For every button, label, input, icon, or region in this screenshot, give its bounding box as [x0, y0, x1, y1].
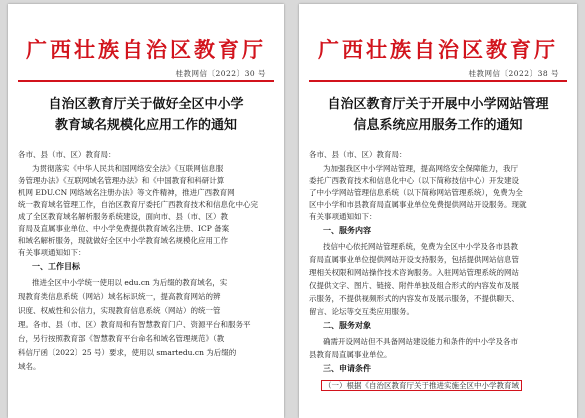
section-heading: 三、申请条件	[323, 364, 371, 373]
paragraph-line: 为贯彻落实《中华人民共和国网络安全法》《互联网信息服	[32, 164, 224, 173]
paragraph-line: 育局直属事业单位提供网站开设支持服务，包括提供网站信息管	[309, 255, 519, 264]
red-divider	[309, 80, 567, 82]
letterhead: 广西壮族自治区教育厅	[318, 38, 558, 62]
paragraph-line: 台，另行按照教育部《智慧教育平台命名和域名管理规范》（教	[18, 334, 225, 343]
paragraph-line: 委托广西教育技术和信息化中心（以下简称技信中心）开发建设	[309, 176, 519, 185]
paragraph-line: 仅提供文字、图片、链接、附件单独及组合形式的内容发布及展	[309, 281, 519, 290]
section-heading: 一、工作目标	[32, 262, 80, 271]
salutation: 各市、县（市、区）教育局：	[309, 150, 407, 159]
red-divider	[18, 80, 274, 82]
paragraph-line: 成了全区教育域名解析服务系统建设，面向市、县（市、区）教	[18, 212, 228, 221]
paragraph-line: 理。各市、县（市、区）教育局和有智慧教育门户、资源平台和服务平	[18, 320, 251, 329]
section-heading: 一、服务内容	[323, 226, 371, 235]
paragraph-line: 有关事项通知如下：	[309, 212, 377, 221]
paragraph-line: 科信厅函〔2022〕25 号）要求，使用以 smartedu.cn 为后缀的	[18, 348, 237, 357]
paragraph-line: 理相关权限和网站操作技术咨询服务。入驻网站管理系统的网站	[309, 268, 519, 277]
document-number: 桂教网信〔2022〕30 号	[175, 69, 266, 78]
paragraph-line: 确需开设网站但不具备网站建设能力和条件的中小学及各市	[323, 337, 518, 346]
paragraph-line: 留言、论坛等交互类应用服务。	[309, 307, 414, 316]
paragraph-line: 县教育局直属事业单位。	[309, 350, 392, 359]
paragraph-line: 识度、权威性和公信力，实现教育信息系统（网站）的统一管	[18, 306, 221, 315]
paragraph-line-highlighted: （一）根据《自治区教育厅关于推进实施全区中小学教育域	[321, 380, 522, 391]
document-page-left	[8, 4, 284, 418]
paragraph-line: 了中小学网站管理信息系统（以下简称网站管理系统），免费为全	[309, 188, 523, 197]
section-heading: 二、服务对象	[323, 321, 371, 330]
document-title-line-2: 信息系统应用服务工作的通知	[353, 118, 523, 133]
paragraph-line: 域名。	[18, 362, 41, 371]
document-title-line-1: 自治区教育厅关于做好全区中小学	[48, 97, 244, 112]
letterhead: 广西壮族自治区教育厅	[26, 38, 266, 62]
paragraph-line: 机网 EDU.CN 网络域名注册办法》等文件精神，推进广西教育网	[18, 188, 235, 197]
paragraph-line: 推进全区中小学统一使用以 edu.cn 为后缀的教育域名，实	[32, 278, 228, 287]
document-title-line-2: 教育域名规模化应用工作的通知	[54, 118, 237, 133]
paragraph-line: 务管理办法》《互联网域名管理办法》和《中国教育和科研计算	[18, 176, 225, 185]
paragraph-line: 育局及直属事业单位、中小学免费提供教育域名注册、ICP 备案	[18, 224, 230, 233]
paragraph-line: 和域名解析服务，现就做好全区中小学教育域名规模化应用工作	[18, 236, 228, 245]
document-number: 桂教网信〔2022〕38 号	[468, 69, 559, 78]
paragraph-line: 为加强我区中小学网站管理，提高网络安全保障能力，我厅	[323, 164, 518, 173]
paragraph-line: 统一教育域名管理工作，自治区教育厅委托广西教育技术和信息化中心完	[18, 200, 258, 209]
salutation: 各市、县（市、区）教育局：	[18, 150, 116, 159]
paragraph-line: 有关事项通知如下：	[18, 248, 86, 257]
paragraph-line: 技信中心依托网站管理系统，免费为全区中小学及各市县教	[323, 242, 518, 251]
paragraph-line: 示服务，不提供视频形式的内容发布及展示服务，不提供聊天、	[309, 294, 519, 303]
paragraph-line: 现教育类信息系统（网站）域名标识统一，提高教育网站的辨	[18, 292, 221, 301]
paragraph-line: 区中小学和市县教育局直属事业单位免费提供网站开设服务。现就	[309, 200, 527, 209]
document-title-line-1: 自治区教育厅关于开展中小学网站管理	[327, 97, 549, 112]
document-page-right	[299, 4, 577, 418]
